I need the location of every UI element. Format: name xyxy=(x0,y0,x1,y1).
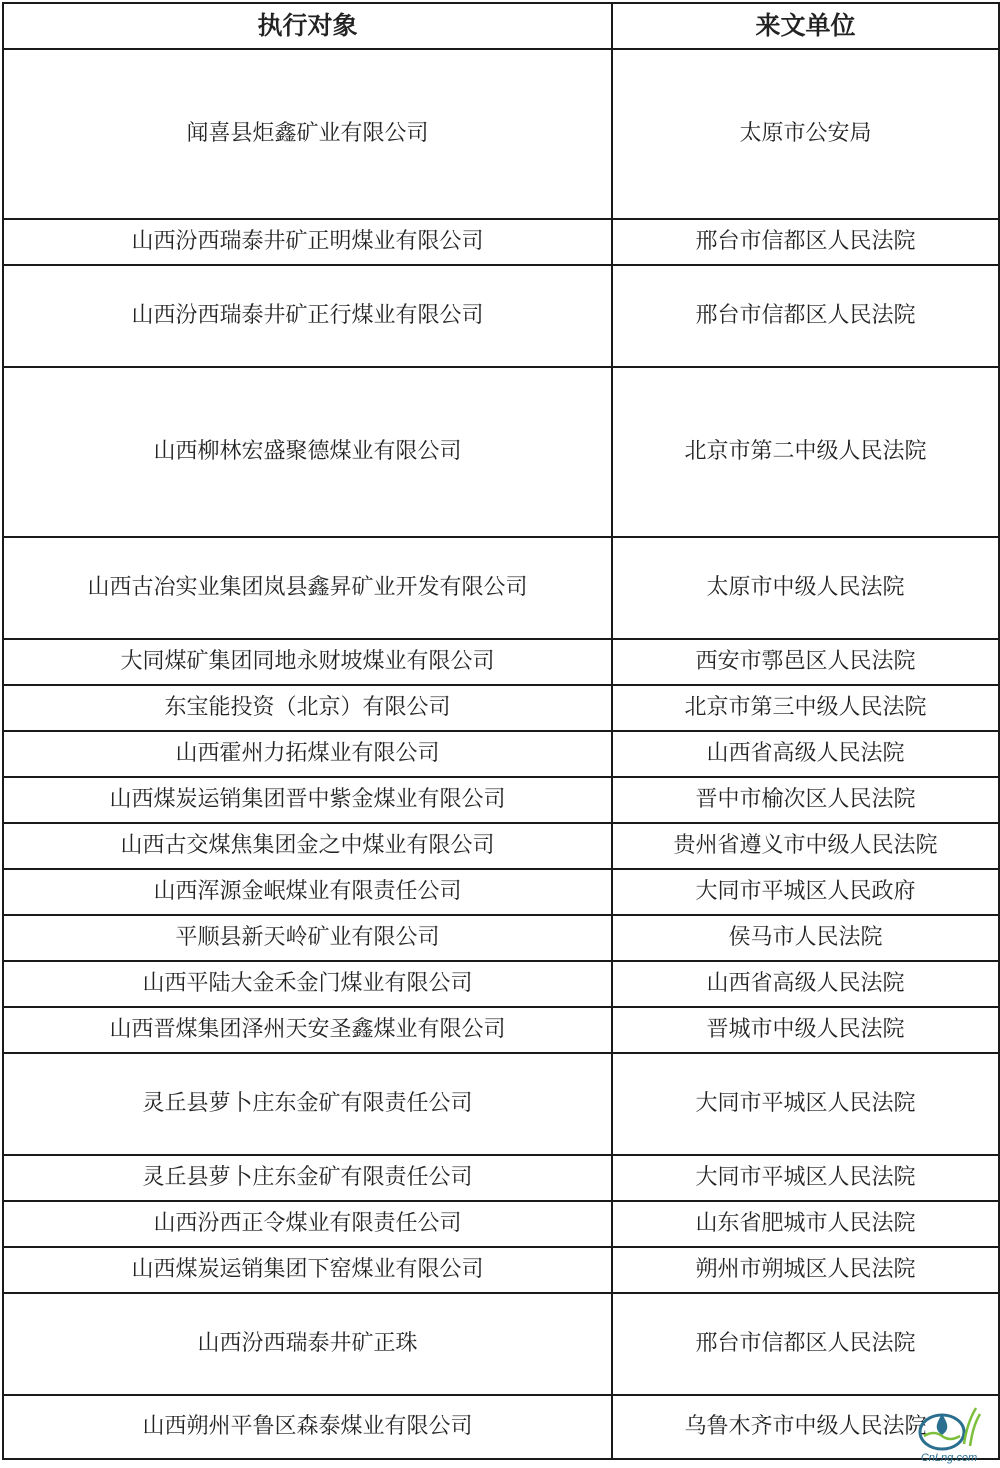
target-cell: 东宝能投资（北京）有限公司 xyxy=(3,685,612,731)
watermark-text: CnLng.com xyxy=(920,1452,978,1464)
header-issuer: 来文单位 xyxy=(612,3,999,49)
table-row xyxy=(3,639,999,685)
target-cell: 灵丘县萝卜庄东金矿有限责任公司 xyxy=(3,1155,612,1201)
target-cell: 山西煤炭运销集团晋中紫金煤业有限公司 xyxy=(3,777,612,823)
target-cell: 大同煤矿集团同地永财坡煤业有限公司 xyxy=(3,639,612,685)
target-cell: 山西晋煤集团泽州天安圣鑫煤业有限公司 xyxy=(3,1007,612,1053)
table-row xyxy=(3,219,999,265)
issuer-cell: 贵州省遵义市中级人民法院 xyxy=(612,823,999,869)
target-cell: 山西浑源金岷煤业有限责任公司 xyxy=(3,869,612,915)
target-cell: 山西古交煤焦集团金之中煤业有限公司 xyxy=(3,823,612,869)
target-cell: 山西汾西正令煤业有限责任公司 xyxy=(3,1201,612,1247)
target-cell: 山西平陆大金禾金门煤业有限公司 xyxy=(3,961,612,1007)
target-cell: 山西汾西瑞泰井矿正行煤业有限公司 xyxy=(3,265,612,367)
table-row xyxy=(3,537,999,639)
issuer-cell: 太原市公安局 xyxy=(612,49,999,219)
issuer-cell: 山西省高级人民法院 xyxy=(612,731,999,777)
target-cell: 山西古冶实业集团岚县鑫昇矿业开发有限公司 xyxy=(3,537,612,639)
issuer-cell: 邢台市信都区人民法院 xyxy=(612,1293,999,1395)
issuer-cell: 晋城市中级人民法院 xyxy=(612,1007,999,1053)
issuer-cell: 邢台市信都区人民法院 xyxy=(612,219,999,265)
table-row xyxy=(3,49,999,219)
table-row xyxy=(3,731,999,777)
target-cell: 山西朔州平鲁区森泰煤业有限公司 xyxy=(3,1395,612,1459)
table-row xyxy=(3,915,999,961)
table-row xyxy=(3,961,999,1007)
table-row xyxy=(3,1201,999,1247)
table-row xyxy=(3,367,999,537)
target-cell: 山西汾西瑞泰井矿正珠 xyxy=(3,1293,612,1395)
issuer-cell: 西安市鄠邑区人民法院 xyxy=(612,639,999,685)
issuer-cell: 山西省高级人民法院 xyxy=(612,961,999,1007)
table-row xyxy=(3,1007,999,1053)
target-cell: 山西煤炭运销集团下窑煤业有限公司 xyxy=(3,1247,612,1293)
target-cell: 灵丘县萝卜庄东金矿有限责任公司 xyxy=(3,1053,612,1155)
issuer-cell: 大同市平城区人民政府 xyxy=(612,869,999,915)
table-row xyxy=(3,1155,999,1201)
target-cell: 山西霍州力拓煤业有限公司 xyxy=(3,731,612,777)
table-row xyxy=(3,1395,999,1459)
droplet-wave-icon xyxy=(916,1402,982,1452)
issuer-cell: 山东省肥城市人民法院 xyxy=(612,1201,999,1247)
table-row xyxy=(3,1247,999,1293)
target-cell: 闻喜县炬鑫矿业有限公司 xyxy=(3,49,612,219)
issuer-cell: 北京市第二中级人民法院 xyxy=(612,367,999,537)
table-row xyxy=(3,823,999,869)
header-target: 执行对象 xyxy=(3,3,612,49)
issuer-cell: 大同市平城区人民法院 xyxy=(612,1155,999,1201)
target-cell: 山西汾西瑞泰井矿正明煤业有限公司 xyxy=(3,219,612,265)
issuer-cell: 北京市第三中级人民法院 xyxy=(612,685,999,731)
table-row xyxy=(3,1293,999,1395)
issuer-cell: 侯马市人民法院 xyxy=(612,915,999,961)
table-row xyxy=(3,777,999,823)
issuer-cell: 邢台市信都区人民法院 xyxy=(612,265,999,367)
table-row xyxy=(3,265,999,367)
issuer-cell: 太原市中级人民法院 xyxy=(612,537,999,639)
table-row xyxy=(3,685,999,731)
site-watermark-logo xyxy=(916,1402,982,1464)
issuer-cell: 大同市平城区人民法院 xyxy=(612,1053,999,1155)
issuer-cell: 朔州市朔城区人民法院 xyxy=(612,1247,999,1293)
target-cell: 山西柳林宏盛聚德煤业有限公司 xyxy=(3,367,612,537)
issuer-cell: 乌鲁木齐市中级人民法院 xyxy=(612,1395,999,1459)
target-cell: 平顺县新天岭矿业有限公司 xyxy=(3,915,612,961)
issuer-cell: 晋中市榆次区人民法院 xyxy=(612,777,999,823)
table-row xyxy=(3,869,999,915)
notice-table xyxy=(2,2,1000,1460)
table-row xyxy=(3,1053,999,1155)
header-row xyxy=(3,3,999,49)
